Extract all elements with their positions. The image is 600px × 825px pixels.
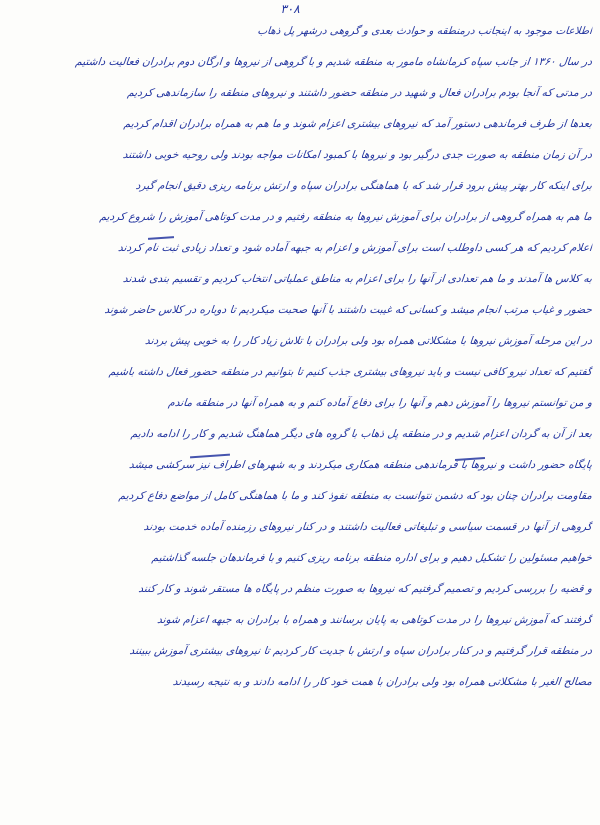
text-line: مصالح الغیر با مشکلاتی همراه بود ولی برادران با همت خود کار را ادامه دادند و به نتیجه رسیدند — [172, 676, 593, 688]
text-line: در این مرحله آموزش نیروها با مشکلاتی همراه بود ولی برادران با تلاش زیاد کار را به خوبی پیش بردند — [144, 335, 593, 347]
text-line: در مدتی که آنجا بودم برادران فعال و شهید در منطقه حضور داشتند و نیروهای منطقه را سازماندهی کردیم — [126, 87, 593, 99]
page-number: ۳۰۸ — [280, 2, 300, 16]
text-line: برای اینکه کار بهتر پیش برود قرار شد که با هماهنگی برادران سپاه و ارتش برنامه ریزی دقیق انجام گیرد — [135, 180, 593, 192]
text-line: و قضیه را بررسی کردیم و تصمیم گرفتیم که نیروها به صورت منظم در پایگاه ها مستقر شوند و کار کنند — [137, 583, 593, 595]
text-line: پایگاه حضور داشت و نیروها با فرماندهی منطقه همکاری میکردند و به شهرهای اطراف نیز سرکشی میشد — [128, 459, 593, 471]
text-line: در آن زمان منطقه به صورت جدی درگیر بود و نیروها با کمبود امکانات مواجه بودند ولی روحیه خوبی داشتند — [122, 149, 593, 161]
text-line: و من توانستم نیروها را آموزش دهم و آنها را برای دفاع آماده کنم و به همراه آنها در منطقه ماندم — [167, 397, 593, 409]
text-line: در سال ۱۳۶۰ از جانب سپاه کرمانشاه مامور به منطقه شدیم و با گروهی از نیروها و ارگان دوم برادران فعالیت داشتیم — [74, 56, 593, 68]
text-line: حضور و غیاب مرتب انجام میشد و کسانی که غیبت داشتند با آنها صحبت میکردیم تا دوباره در کلاس حاضر شوند — [103, 304, 593, 316]
text-line: خواهیم مسئولین را تشکیل دهیم و برای اداره منطقه برنامه ریزی کنیم و با فرماندهان جلسه گذاشتیم — [151, 552, 593, 564]
text-line: اعلام کردیم که هر کسی داوطلب است برای آموزش و اعزام به جبهه آماده شود و تعداد زیادی ثبت نام کردند — [117, 242, 593, 254]
text-line: در منطقه قرار گرفتیم و در کنار برادران سپاه و ارتش با جدیت کار کردیم تا نیروهای بیشتری آموزش ببینند — [128, 645, 593, 657]
text-line: گفتیم که تعداد نیرو کافی نیست و باید نیروهای بیشتری جذب کنیم تا بتوانیم در منطقه حضور فعال داشته باشیم — [108, 366, 593, 378]
text-line: گروهی از آنها در قسمت سیاسی و تبلیغاتی فعالیت داشتند و در کنار نیروهای رزمنده آماده خدمت بودند — [143, 521, 593, 533]
text-line: مقاومت برادران چنان بود که دشمن نتوانست به منطقه نفوذ کند و ما با هماهنگی کامل از مواضع دفاع کردیم — [118, 490, 593, 502]
text-line: گرفتند که آموزش نیروها را در مدت کوتاهی به پایان برسانند و همراه با برادران به جبهه اعزام شوند — [156, 614, 593, 626]
handwritten-text-block — [8, 16, 592, 698]
text-line: ما هم به همراه گروهی از برادران برای آموزش نیروها به منطقه رفتیم و در مدت کوتاهی آموزش را شروع کردیم — [98, 211, 593, 223]
text-line: به کلاس ها آمدند و ما هم تعدادی از آنها را برای اعزام به مناطق عملیاتی انتخاب کردیم و تقسیم بندی شدند — [122, 273, 593, 285]
text-line: اطلاعات موجود به اینجانب درمنطقه و حوادث بعدی و گروهی درشهر پل ذهاب — [256, 25, 593, 37]
text-line: بعدها از طرف فرماندهی دستور آمد که نیروهای بیشتری اعزام شوند و ما هم به همراه برادران اقدام کردیم — [123, 118, 593, 130]
text-line: بعد از آن به گردان اعزام شدیم و در منطقه پل ذهاب با گروه های دیگر هماهنگ شدیم و کار را ادامه دادیم — [130, 428, 593, 440]
